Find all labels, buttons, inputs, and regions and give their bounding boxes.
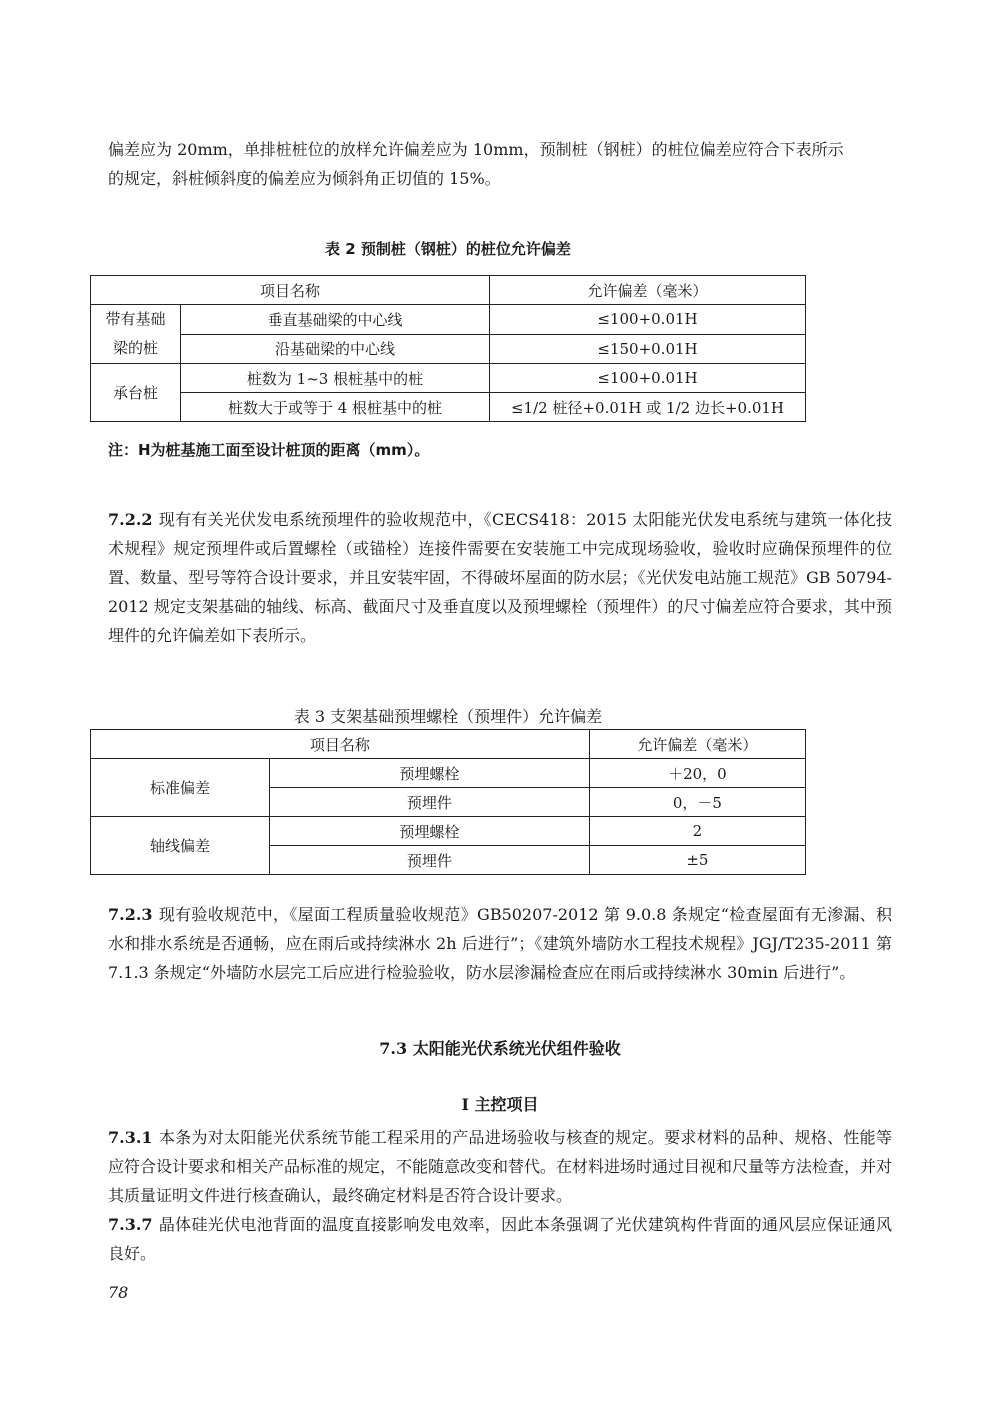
table-group-cell	[91, 305, 181, 364]
table-group-cell: 承台桩	[91, 364, 181, 422]
table-cell: ±5	[589, 846, 805, 875]
page-number: 78	[108, 1283, 129, 1302]
section-text: 现有验收规范中，《屋面工程质量验收规范》GB50207-2012 第 9.0.8 条规定“检查屋面有无渗漏、积水和排水系统是否通畅，应在雨后或持续淋水 2h 后进行”；《建筑外墙防水工程技术规程》JGJ/T235-2011 第 7.1.3 条规定“外墙防水层完工后应进行检验验收，防水层渗漏检查应在雨后或持续淋水 30min 后进行”。	[108, 905, 892, 982]
table-cell: ≤150+0.01H	[490, 334, 806, 364]
table3-caption: 表 3 支架基础预埋螺栓（预埋件）允许偏差	[293, 707, 603, 726]
table-group-cell: 轴线偏差	[91, 817, 270, 875]
section-text: 现有有关光伏发电系统预埋件的验收规范中，《CECS418：2015 太阳能光伏发电系统与建筑一体化技术规程》规定预埋件或后置螺栓（或锚栓）连接件需要在安装施工中完成现场验收，验收时应确保预埋件的位置、数量、型号等符合设计要求，并且安装牢固，不得破坏屋面的防水层；《光伏发电站施工规范》GB 50794-2012 规定支架基础的轴线、标高、截面尺寸及垂直度以及预埋螺栓（预埋件）的尺寸偏差应符合要求，其中预埋件的允许偏差如下表所示。	[108, 510, 892, 645]
intro-line-1: 偏差应为 20mm，单排桩桩位的放样允许偏差应为 10mm，预制桩（钢桩）的桩位偏差应符合下表所示	[108, 140, 844, 159]
table-cell: 预埋件	[270, 846, 590, 875]
table-cell: 预埋螺栓	[270, 817, 590, 846]
table-cell: ≤1/2 桩径+0.01H 或 1/2 边长+0.01H	[490, 393, 806, 422]
table-row	[91, 334, 806, 364]
intro-line-2: 的规定，斜桩倾斜度的偏差应为倾斜角正切值的 15%。	[108, 169, 501, 188]
section-text: 本条为对太阳能光伏系统节能工程采用的产品进场验收与核查的规定。要求材料的品种、规格、性能等应符合设计要求和相关产品标准的规定，不能随意改变和替代。在材料进场时通过目视和尺量等方法检查，并对其质量证明文件进行核查确认，最终确定材料是否符合设计要求。	[108, 1128, 893, 1205]
group-label-line: 梁的桩	[112, 339, 158, 357]
section-7-3-heading: 7.3 太阳能光伏系统光伏组件验收	[379, 1039, 621, 1058]
table-cell: 预埋螺栓	[270, 759, 590, 788]
section-number: 7.3.1	[108, 1128, 153, 1147]
table-row	[91, 730, 806, 759]
table-row	[91, 305, 806, 335]
table3	[90, 729, 806, 875]
table-cell: ≤100+0.01H	[490, 305, 806, 335]
table-header-cell: 项目名称	[91, 276, 490, 305]
section-7-3-1	[108, 1123, 892, 1210]
table-row	[91, 759, 806, 788]
section-text: 晶体硅光伏电池背面的温度直接影响发电效率，因此本条强调了光伏建筑构件背面的通风层应保证通风良好。	[108, 1215, 892, 1263]
table2	[90, 275, 806, 422]
table-cell: 桩数大于或等于 4 根桩基中的桩	[181, 393, 490, 422]
table-cell: ＋20，0	[589, 759, 805, 788]
section-7-3-7	[108, 1210, 892, 1268]
group-label-line: 带有基础	[105, 310, 166, 328]
section-number: 7.3.7	[108, 1215, 153, 1234]
table-cell: 预埋件	[270, 788, 590, 817]
table-header-cell: 允许偏差（毫米）	[490, 276, 806, 305]
table-cell: ≤100+0.01H	[490, 364, 806, 393]
table2-caption: 表 2 预制桩（钢桩）的桩位允许偏差	[325, 240, 571, 258]
table-cell: 桩数为 1~3 根桩基中的桩	[181, 364, 490, 393]
table-header-cell: 项目名称	[91, 730, 590, 759]
section-7-2-3	[108, 900, 892, 987]
section-7-2-2	[108, 505, 892, 650]
intro-paragraph	[108, 135, 892, 193]
table-cell: 垂直基础梁的中心线	[181, 305, 490, 335]
table-cell: 0，－5	[589, 788, 805, 817]
table2-note: 注：H为桩基施工面至设计桩顶的距离（mm）。	[108, 441, 430, 459]
table-row	[91, 276, 806, 305]
table-row	[91, 393, 806, 422]
table-header-cell: 允许偏差（毫米）	[589, 730, 805, 759]
section-number: 7.2.2	[108, 510, 153, 529]
table-row	[91, 364, 806, 393]
table-cell: 2	[589, 817, 805, 846]
table-group-cell: 标准偏差	[91, 759, 270, 817]
table-row	[91, 817, 806, 846]
section-number: 7.2.3	[108, 905, 153, 924]
table-cell: 沿基础梁的中心线	[181, 334, 490, 364]
subsection-heading: Ⅰ 主控项目	[461, 1095, 539, 1114]
